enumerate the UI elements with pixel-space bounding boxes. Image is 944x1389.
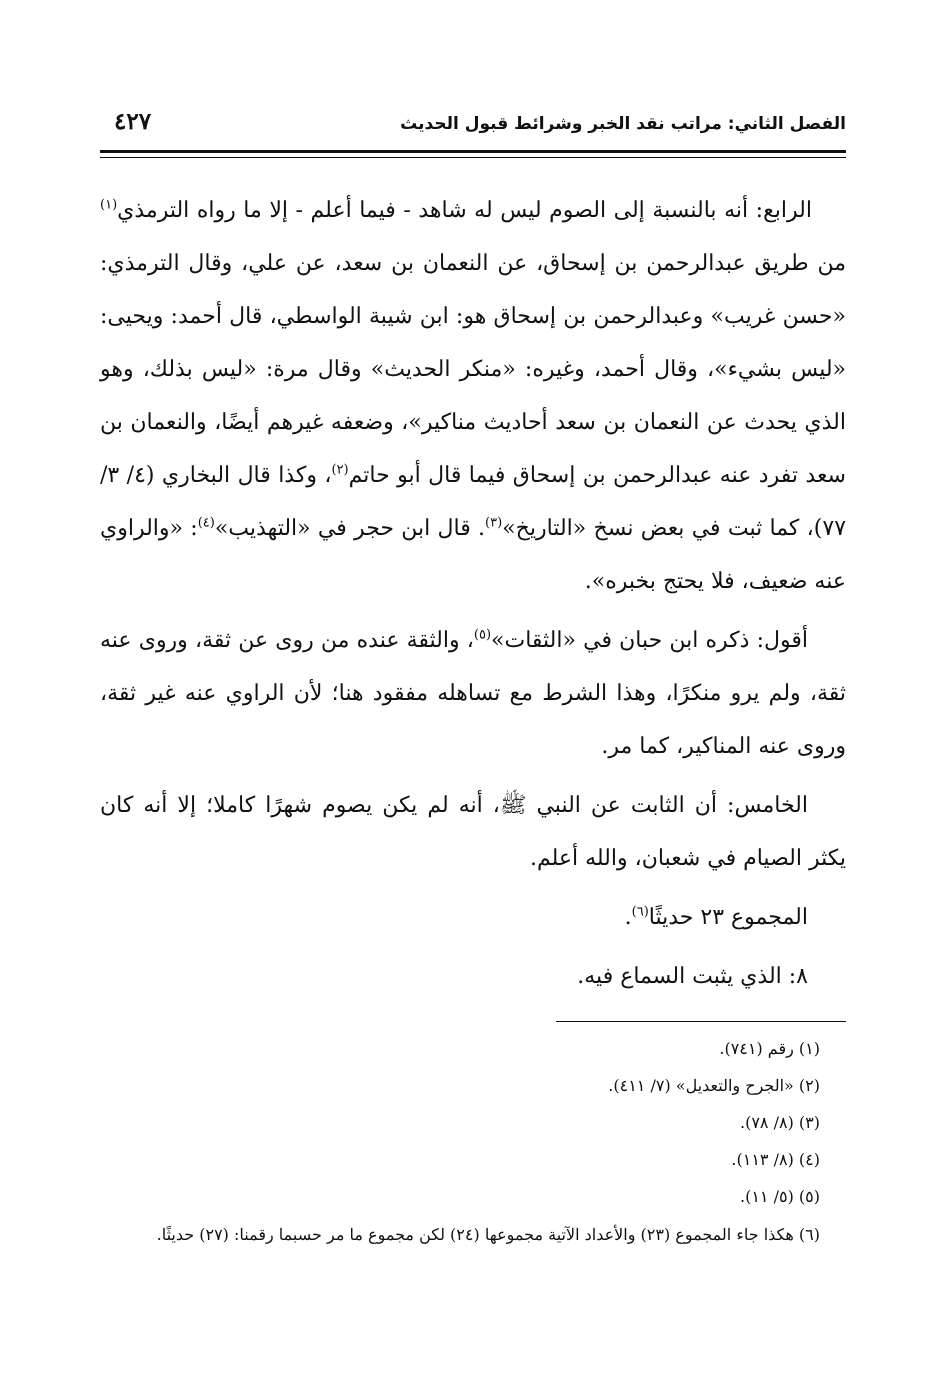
paragraph-text: ، وكذا قال البخاري (٤/ ٣/ ٧٧)، كما ثبت في بعض نسخ «التاريخ» bbox=[100, 463, 847, 541]
paragraph-total bbox=[100, 891, 846, 944]
footnote-ref-4: (٤) bbox=[197, 515, 215, 531]
paragraph-fifth: الخامس: أن الثابت عن النبي ﷺ، أنه لم يكن يصوم شهرًا كاملا؛ إلا أنه كان يكثر الصيام في شعبان، والله أعلم. bbox=[100, 793, 846, 871]
footnote-ref-2: (٢) bbox=[331, 462, 349, 478]
footnote-6: (٦) هكذا جاء المجموع (٢٣) والأعداد الآتية مجموعها (٢٤) لكن مجموع ما مر حسبما رقمنا: (٢٧) حديثًا. bbox=[156, 1225, 820, 1244]
header-rule-thin bbox=[100, 157, 846, 158]
footnote-5: (٥) (٥/ ١١). bbox=[739, 1187, 820, 1206]
footnote-3: (٣) (٨/ ٧٨). bbox=[739, 1113, 820, 1132]
footnote-4: (٤) (٨/ ١١٣). bbox=[731, 1150, 820, 1169]
paragraph-text: أقول: ذكره ابن حبان في «الثقات» bbox=[491, 628, 808, 653]
footnote-separator bbox=[556, 1021, 846, 1022]
paragraph-comment bbox=[100, 614, 846, 773]
paragraph-text: المجموع ٢٣ حديثًا bbox=[648, 905, 808, 930]
footnote-ref-3: (٣) bbox=[485, 515, 503, 531]
header-rule-thick bbox=[100, 150, 846, 153]
chapter-title: الفصل الثاني: مراتب نقد الخبر وشرائط قبول الحديث bbox=[400, 114, 846, 134]
paragraph-text: . قال ابن حجر في «التهذيب» bbox=[214, 516, 486, 541]
paragraph-fourth bbox=[100, 184, 846, 608]
footnote-ref-6: (٦) bbox=[631, 904, 649, 920]
footnotes bbox=[100, 1030, 846, 1252]
paragraph-text: : «والراوي عنه ضعيف، فلا يحتج بخبره». bbox=[100, 516, 846, 594]
main-text bbox=[100, 184, 846, 1009]
book-page bbox=[100, 0, 846, 1389]
paragraph-text: من طريق عبدالرحمن بن إسحاق، عن النعمان بن سعد، عن علي، وقال الترمذي: «حسن غريب» وعبدالرحمن بن إسحاق هو: ابن شيبة الواسطي، قال أحمد: ويحيى: «ليس بشيء»، وقال أحمد، وغيره: «منكر الحديث» وقال مرة: «ليس بذلك، وهو الذي يحدث عن النعمان بن سعد أحاديث مناكير»، وضعفه غيرهم أيضًا، والنعمان بن سعد تفرد عنه عبدالرحمن بن إسحاق فيما قال أبو حاتم bbox=[100, 251, 846, 488]
page-number: ٤٢٧ bbox=[114, 108, 152, 135]
footnote-2: (٢) «الجرح والتعديل» (٧/ ٤١١). bbox=[608, 1076, 820, 1095]
footnote-1: (١) رقم (٧٤١). bbox=[719, 1039, 820, 1058]
footnote-ref-5: (٥) bbox=[473, 627, 492, 643]
paragraph-text: ، والثقة عنده من روى عن ثقة، وروى عنه ثقة، ولم يرو منكرًا، وهذا الشرط مع تساهله مفقود هنا؛ لأن الراوي عنه غير ثقة، وروى عنه المناكير، كما مر. bbox=[100, 628, 846, 759]
page-header bbox=[100, 108, 846, 148]
paragraph-text: . bbox=[624, 905, 632, 930]
paragraph-text: الرابع: أنه بالنسبة إلى الصوم ليس له شاهد - فيما أعلم - إلا ما رواه الترمذي bbox=[117, 198, 812, 223]
section-heading: ٨: الذي يثبت السماع فيه. bbox=[577, 964, 808, 989]
footnote-ref-1: (١) bbox=[100, 197, 118, 213]
